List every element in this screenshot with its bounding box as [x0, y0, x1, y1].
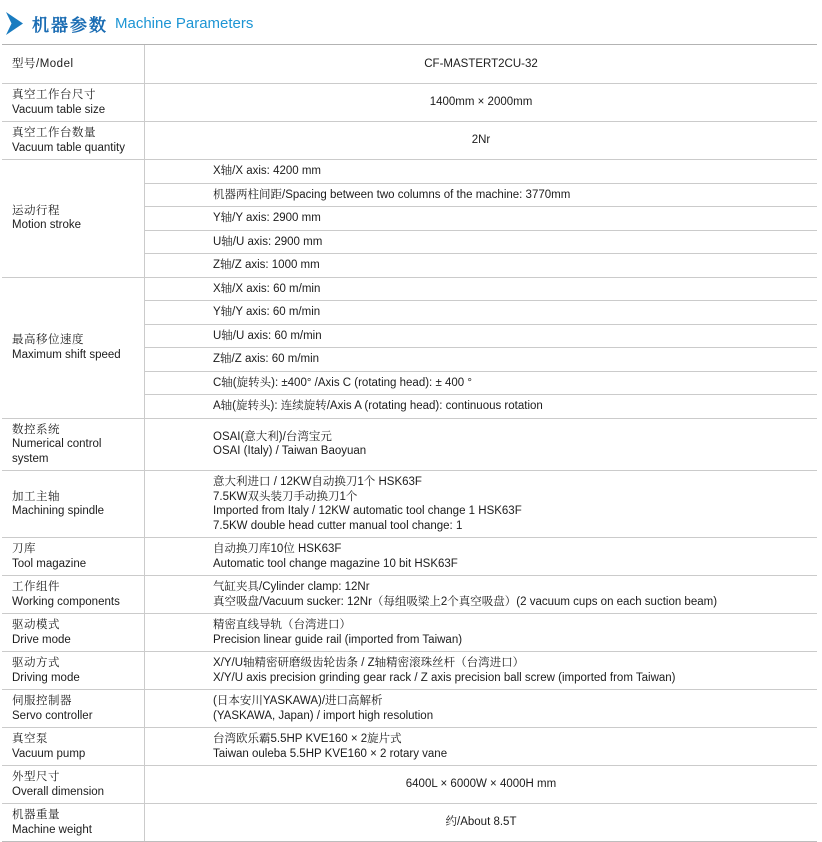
row-label: [2, 419, 145, 471]
row-label-zh: 驱动方式: [12, 657, 60, 669]
row-label: [2, 160, 145, 277]
row-label-zh: 运动行程: [12, 204, 60, 217]
row-value: [145, 766, 817, 803]
row-label-en: Machine weight: [12, 823, 92, 836]
section-title-zh: 机器参数: [32, 16, 108, 35]
row-label-en: Motion stroke: [12, 219, 82, 232]
table-row: [2, 537, 817, 575]
row-label-zh: 数控系统: [12, 423, 60, 436]
table-row: [2, 121, 817, 159]
row-value-text: 2Nr: [471, 134, 491, 147]
row-value-line: X/Y/U轴精密研磨级齿轮齿条 / Z轴精密滚珠丝杆（台湾进口）: [213, 657, 525, 669]
row-label-zh: 最高移位速度: [12, 334, 84, 346]
table-row: [2, 613, 817, 651]
row-value-line: Imported from Italy / 12KW automatic tool change 1 HSK63F: [213, 505, 522, 517]
row-value: [145, 84, 817, 121]
sub-row: U轴/U axis: 2900 mm: [145, 231, 817, 255]
row-label: [2, 576, 145, 613]
row-label-zh: 真空泵: [12, 733, 48, 745]
row-label-en: Vacuum table size: [12, 103, 106, 116]
sub-row: Z轴/Z axis: 1000 mm: [213, 259, 320, 271]
row-value: [145, 278, 817, 418]
row-value: [145, 538, 817, 575]
row-value: [145, 652, 817, 689]
row-value-line: 台湾欧乐霸5.5HP KVE160 × 2旋片式: [213, 733, 402, 745]
sub-row: Z轴/Z axis: 60 m/min: [145, 348, 817, 372]
section-title-en: Machine Parameters: [115, 15, 254, 32]
section-header: [0, 0, 822, 44]
row-label: [2, 804, 145, 841]
sub-row: C轴(旋转头): ±400° /Axis C (rotating head): ± 400 °: [145, 372, 817, 396]
row-value-line: Automatic tool change magazine 10 bit HSK63F: [213, 557, 458, 570]
row-label: [2, 278, 145, 418]
row-value: [145, 690, 817, 727]
row-label: [2, 471, 145, 537]
row-value-text: 1400mm × 2000mm: [429, 96, 533, 109]
row-label: [2, 45, 145, 83]
sub-row: Y轴/Y axis: 60 m/min: [145, 301, 817, 325]
row-value-line: OSAI(意大利)/台湾宝元: [213, 430, 332, 443]
row-label-zh: 真空工作台尺寸: [12, 89, 96, 101]
row-label-zh: 型号/Model: [12, 57, 74, 70]
row-label: [2, 690, 145, 727]
row-value-line: 精密直线导轨（台湾进口）: [213, 619, 351, 631]
row-label-en: Drive mode: [12, 633, 71, 646]
section-arrow-icon: [6, 12, 23, 35]
table-row: [2, 803, 817, 841]
row-label-en: Tool magazine: [12, 557, 87, 570]
row-label-zh: 加工主轴: [12, 490, 60, 503]
table-row: [2, 651, 817, 689]
row-value: [145, 728, 817, 765]
row-value: [145, 471, 817, 537]
sub-row: Y轴/Y axis: 2900 mm: [145, 207, 817, 231]
row-label: [2, 728, 145, 765]
row-label-en: Driving mode: [12, 671, 80, 684]
row-value: [145, 419, 817, 471]
row-label-zh: 刀库: [12, 543, 36, 555]
table-row: [2, 277, 817, 418]
row-label-zh: 外型尺寸: [12, 771, 60, 783]
row-value-line: X/Y/U axis precision grinding gear rack / Z axis precision ball screw (imported from Taiwan): [213, 671, 676, 684]
table-row: [2, 83, 817, 121]
sub-row: X轴/X axis: 4200 mm: [145, 160, 817, 184]
row-value-line: Taiwan ouleba 5.5HP KVE160 × 2 rotary vane: [213, 747, 448, 760]
sub-row: X轴/X axis: 60 m/min: [145, 278, 817, 302]
row-label-zh: 真空工作台数量: [12, 127, 96, 139]
row-value-line: OSAI (Italy) / Taiwan Baoyuan: [213, 445, 367, 458]
row-value: [145, 614, 817, 651]
table-row: [2, 575, 817, 613]
table-row: [2, 159, 817, 277]
row-value-line: 意大利进口 / 12KW自动换刀1个 HSK63F: [213, 476, 422, 488]
row-value-line: 7.5KW double head cutter manual tool change: 1: [213, 519, 463, 532]
table-row: [2, 418, 817, 471]
row-label-zh: 工作组件: [12, 581, 60, 593]
row-label: [2, 538, 145, 575]
table-row: [2, 45, 817, 83]
sub-row: 机器两柱间距/Spacing between two columns of the machine: 3770mm: [145, 184, 817, 208]
row-value: [145, 160, 817, 277]
row-label-en: Working components: [12, 595, 120, 608]
row-value-line: 自动换刀库10位 HSK63F: [213, 543, 342, 555]
row-value-line: 气缸夹具/Cylinder clamp: 12Nr: [213, 581, 370, 593]
row-label: [2, 84, 145, 121]
row-label: [2, 766, 145, 803]
row-label-en: Maximum shift speed: [12, 348, 121, 361]
row-label-en: Vacuum pump: [12, 747, 86, 760]
row-value-text: 6400L × 6000W × 4000H mm: [405, 778, 557, 791]
table-row: [2, 689, 817, 727]
row-label-en: Vacuum table quantity: [12, 141, 125, 154]
row-label-en: Overall dimension: [12, 785, 105, 798]
row-label-zh: 伺服控制器: [12, 695, 72, 707]
row-value-line: 7.5KW双头装刀手动换刀1个: [213, 490, 358, 503]
row-label-en: Numerical control system: [12, 438, 102, 465]
row-value-line: 真空吸盘/Vacuum sucker: 12Nr（每组吸梁上2个真空吸盘）(2 vacuum cups on each suction beam): [213, 595, 718, 608]
row-value: [145, 122, 817, 159]
row-value-line: Precision linear guide rail (imported from Taiwan): [213, 633, 463, 646]
row-label-zh: 驱动模式: [12, 619, 60, 631]
row-value: [145, 804, 817, 841]
row-label: [2, 614, 145, 651]
row-value-text: 约/About 8.5T: [445, 816, 517, 829]
row-label-en: Machining spindle: [12, 505, 105, 517]
parameters-table: [2, 44, 817, 842]
row-label-zh: 机器重量: [12, 809, 60, 821]
sub-row: U轴/U axis: 60 m/min: [145, 325, 817, 349]
sub-row: A轴(旋转头): 连续旋转/Axis A (rotating head): continuous rotation: [213, 400, 543, 412]
row-label: [2, 122, 145, 159]
table-row: [2, 470, 817, 537]
row-value: [145, 45, 817, 83]
row-label: [2, 652, 145, 689]
table-row: [2, 727, 817, 765]
row-value-line: (YASKAWA, Japan) / import high resolution: [213, 709, 434, 722]
row-value-text: CF-MASTERT2CU-32: [424, 57, 538, 70]
row-value-line: (日本安川YASKAWA)/进口高解析: [213, 695, 383, 707]
table-row: [2, 765, 817, 803]
row-label-en: Servo controller: [12, 709, 93, 722]
row-value: [145, 576, 817, 613]
